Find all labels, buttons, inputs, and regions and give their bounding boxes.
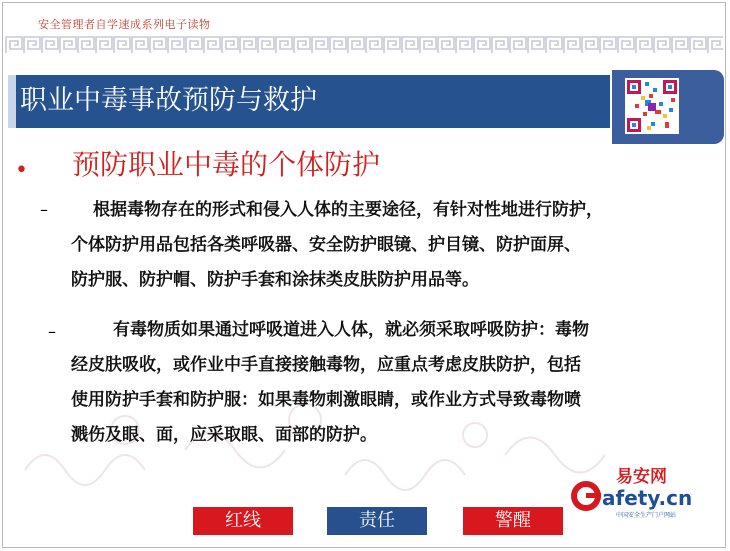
meander-border-pattern xyxy=(5,36,723,54)
qr-code-icon xyxy=(625,78,679,134)
paragraph-2-line: 溅伤及眼、面，应采取眼、面部的防护。 xyxy=(71,425,377,445)
paragraph-1-line: 防护服、防护帽、防护手套和涂抹类皮肤防护用品等。 xyxy=(71,270,479,290)
tag-responsibility: 责任 xyxy=(327,507,427,535)
logo-sub-text: 中国安全生产门户网站 xyxy=(616,512,677,519)
paragraph-1-line: 个体防护用品包括各类呼吸器、安全防护眼镜、护目镜、防护面屏、 xyxy=(71,235,581,255)
paragraph-1 xyxy=(71,193,711,298)
tag-alert: 警醒 xyxy=(463,507,563,535)
series-title: 安全管理者自学速成系列电子读物 xyxy=(38,18,211,31)
slide-title: 职业中毒事故预防与救护 xyxy=(20,85,317,116)
tag-red-line: 红线 xyxy=(193,507,293,535)
paragraph-2-line: 有毒物质如果通过呼吸道进入人体，就必须采取呼吸防护：毒物 xyxy=(113,320,589,340)
dash-marker-1: – xyxy=(40,200,48,219)
paragraph-1-line: 根据毒物存在的形式和侵入人体的主要途径，有针对性地进行防护， xyxy=(93,200,603,220)
paragraph-2 xyxy=(71,313,711,453)
bullet-marker: • xyxy=(15,158,28,183)
logo-cn-text: 易安网 xyxy=(616,467,667,487)
dash-marker-2: – xyxy=(48,322,56,341)
paragraph-2-line: 使用防护手套和防护服：如果毒物刺激眼睛，或作业方式导致毒物喷 xyxy=(71,390,581,410)
yian-logo xyxy=(568,462,718,520)
paragraph-2-line: 经皮肤吸收，或作业中手直接接触毒物，应重点考虑皮肤防护，包括 xyxy=(71,355,581,375)
logo-en-text: afety.cn xyxy=(602,486,693,510)
title-bar xyxy=(8,75,610,128)
section-heading: 预防职业中毒的个体防护 xyxy=(72,148,381,181)
